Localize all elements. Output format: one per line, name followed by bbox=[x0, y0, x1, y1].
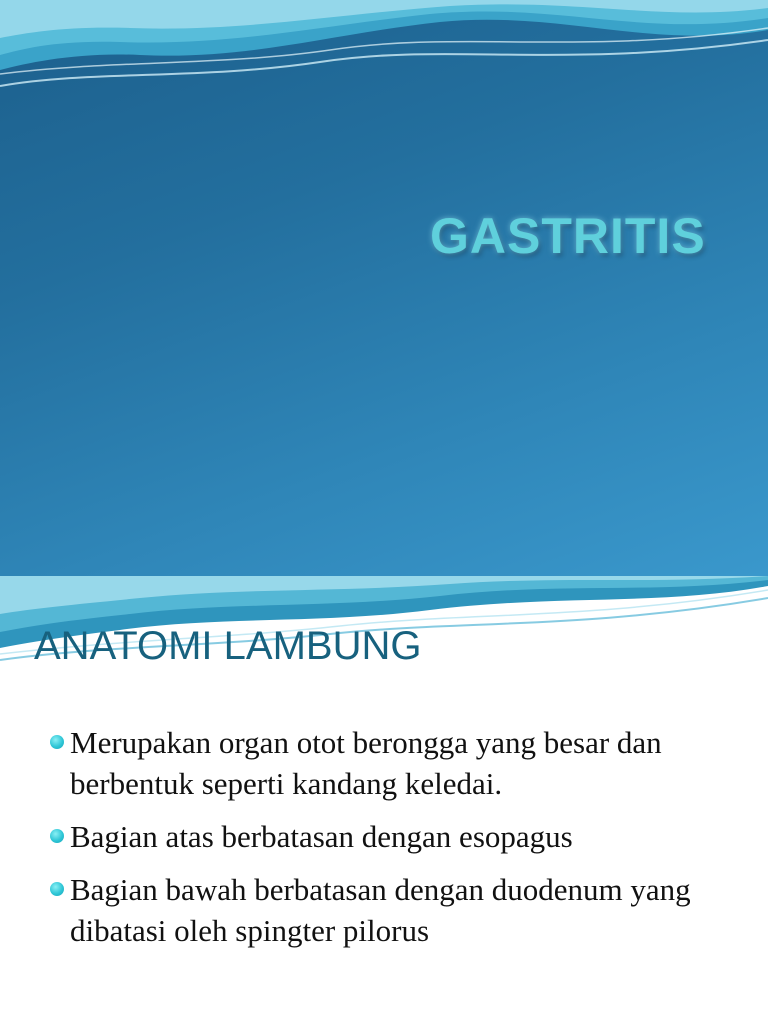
bullet-text: Bagian atas berbatasan dengan esopagus bbox=[70, 819, 573, 854]
slide-title: GASTRITIS bbox=[430, 208, 706, 264]
content-slide bbox=[0, 576, 768, 1024]
bullet-dot-icon bbox=[50, 735, 64, 749]
list-item bbox=[48, 816, 738, 857]
bullet-text: Merupakan organ otot berongga yang besar dan berbentuk seperti kandang keledai. bbox=[70, 725, 662, 801]
slide-heading: ANATOMI LAMBUNG bbox=[34, 624, 422, 668]
header-wave-decoration bbox=[0, 0, 768, 110]
bullet-text: Bagian bawah berbatasan dengan duodenum yang dibatasi oleh spingter pilorus bbox=[70, 872, 691, 948]
bullet-dot-icon bbox=[50, 882, 64, 896]
bullet-list bbox=[48, 722, 738, 963]
bullet-dot-icon bbox=[50, 829, 64, 843]
list-item bbox=[48, 869, 738, 951]
list-item bbox=[48, 722, 738, 804]
